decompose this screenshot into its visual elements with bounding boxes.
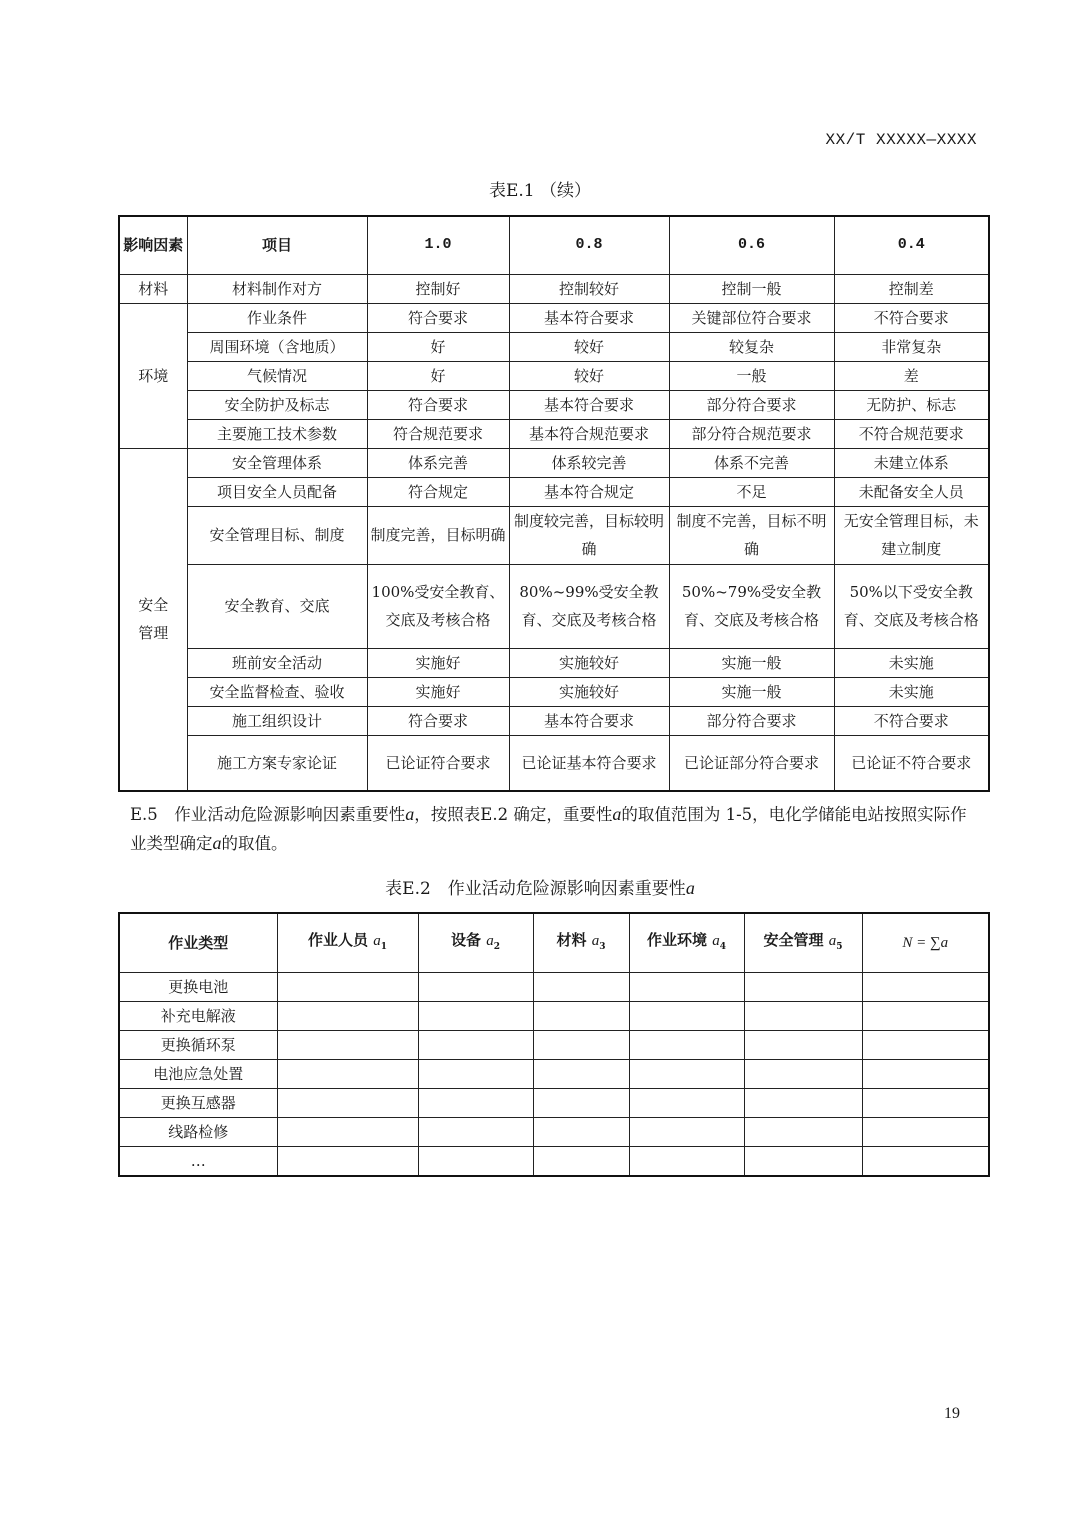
value-cell: 控制好	[367, 274, 509, 303]
value-cell: 实施一般	[669, 648, 834, 677]
value-cell: 好	[367, 361, 509, 390]
value-cell: 未建立体系	[834, 448, 989, 477]
empty-cell	[533, 973, 629, 1002]
empty-cell	[533, 1002, 629, 1031]
empty-cell	[533, 1118, 629, 1147]
empty-cell	[277, 1118, 418, 1147]
clause-text-4: 的取值。	[221, 834, 288, 853]
table-row	[119, 1002, 989, 1031]
table-row	[119, 1118, 989, 1147]
header-score-1: 1.0	[367, 216, 509, 274]
empty-cell	[862, 1060, 989, 1089]
value-cell: 不符合要求	[834, 706, 989, 735]
empty-cell	[744, 1060, 862, 1089]
empty-cell	[744, 1118, 862, 1147]
table-row	[119, 648, 989, 677]
header-environment: 作业环境 $a_4$	[629, 913, 744, 973]
value-cell: 已论证部分符合要求	[669, 735, 834, 791]
value-cell: 差	[834, 361, 989, 390]
work-type-cell: 更换电池	[119, 973, 277, 1002]
value-cell: 控制一般	[669, 274, 834, 303]
item-cell: 主要施工技术参数	[187, 419, 367, 448]
factor-cell: 环境	[119, 303, 187, 448]
header-score-4: 0.4	[834, 216, 989, 274]
document-code: XX/T XXXXX—XXXX	[825, 131, 977, 149]
empty-cell	[629, 1060, 744, 1089]
header-equipment: 设备 $a_2$	[418, 913, 533, 973]
clause-text-3: 的取值范围为 1-5，电化学储能电站按照实际作业类型确定	[130, 805, 967, 853]
empty-cell	[862, 1031, 989, 1060]
work-type-cell: 补充电解液	[119, 1002, 277, 1031]
work-type-cell: 更换循环泵	[119, 1031, 277, 1060]
value-cell: 不符合规范要求	[834, 419, 989, 448]
table-e1-body	[119, 274, 989, 791]
value-cell: 部分符合要求	[669, 706, 834, 735]
table-row	[119, 419, 989, 448]
value-cell: 无安全管理目标，未建立制度	[834, 506, 989, 564]
item-cell: 安全监督检查、验收	[187, 677, 367, 706]
empty-cell	[629, 1118, 744, 1147]
value-cell: 实施较好	[509, 677, 669, 706]
value-cell: 一般	[669, 361, 834, 390]
factor-cell: 安全管理	[119, 448, 187, 791]
empty-cell	[418, 973, 533, 1002]
value-cell: 未实施	[834, 648, 989, 677]
empty-cell	[277, 1089, 418, 1118]
header-safety-management: 安全管理 $a_5$	[744, 913, 862, 973]
value-cell: 已论证基本符合要求	[509, 735, 669, 791]
table-row	[119, 477, 989, 506]
value-cell: 基本符合要求	[509, 303, 669, 332]
header-work-type: 作业类型	[119, 913, 277, 973]
empty-cell	[744, 1002, 862, 1031]
item-cell: 安全防护及标志	[187, 390, 367, 419]
item-cell: 施工组织设计	[187, 706, 367, 735]
table-e2-body	[119, 973, 989, 1177]
empty-cell	[629, 1089, 744, 1118]
value-cell: 实施较好	[509, 648, 669, 677]
table-row	[119, 361, 989, 390]
table-e2-caption: 表E.2 作业活动危险源影响因素重要性a	[385, 878, 695, 899]
value-cell: 符合规范要求	[367, 419, 509, 448]
table-row	[119, 735, 989, 791]
value-cell: 制度较完善，目标较明确	[509, 506, 669, 564]
empty-cell	[277, 1147, 418, 1177]
value-cell: 80%~99%受安全教育、交底及考核合格	[509, 564, 669, 648]
factor-cell: 材料	[119, 274, 187, 303]
table-e1-caption: 表E.1 （续）	[488, 181, 592, 201]
empty-cell	[533, 1089, 629, 1118]
item-cell: 安全教育、交底	[187, 564, 367, 648]
empty-cell	[418, 1060, 533, 1089]
value-cell: 制度完善，目标明确	[367, 506, 509, 564]
table-row	[119, 1060, 989, 1089]
empty-cell	[277, 1002, 418, 1031]
empty-cell	[418, 1002, 533, 1031]
empty-cell	[277, 973, 418, 1002]
work-type-cell: …	[119, 1147, 277, 1177]
table-row	[119, 506, 989, 564]
empty-cell	[277, 1031, 418, 1060]
empty-cell	[533, 1031, 629, 1060]
table-row	[119, 1089, 989, 1118]
empty-cell	[418, 1031, 533, 1060]
value-cell: 关键部位符合要求	[669, 303, 834, 332]
work-type-cell: 更换互感器	[119, 1089, 277, 1118]
value-cell: 实施好	[367, 648, 509, 677]
item-cell: 气候情况	[187, 361, 367, 390]
value-cell: 较复杂	[669, 332, 834, 361]
empty-cell	[862, 973, 989, 1002]
empty-cell	[277, 1060, 418, 1089]
clause-e5	[130, 800, 980, 858]
item-cell: 周围环境（含地质）	[187, 332, 367, 361]
value-cell: 实施好	[367, 677, 509, 706]
table-row	[119, 274, 989, 303]
value-cell: 体系不完善	[669, 448, 834, 477]
item-cell: 施工方案专家论证	[187, 735, 367, 791]
value-cell: 已论证不符合要求	[834, 735, 989, 791]
item-cell: 材料制作对方	[187, 274, 367, 303]
item-cell: 班前安全活动	[187, 648, 367, 677]
item-cell: 项目安全人员配备	[187, 477, 367, 506]
table-row	[119, 448, 989, 477]
item-cell: 安全管理目标、制度	[187, 506, 367, 564]
empty-cell	[744, 1089, 862, 1118]
table-row	[119, 973, 989, 1002]
table-row	[119, 564, 989, 648]
table-e1	[118, 215, 990, 792]
value-cell: 50%以下受安全教育、交底及考核合格	[834, 564, 989, 648]
table-row	[119, 390, 989, 419]
header-score-2: 0.8	[509, 216, 669, 274]
table-row	[119, 303, 989, 332]
empty-cell	[418, 1118, 533, 1147]
value-cell: 符合要求	[367, 390, 509, 419]
value-cell: 100%受安全教育、交底及考核合格	[367, 564, 509, 648]
header-material: 材料 $a_3$	[533, 913, 629, 973]
value-cell: 已论证符合要求	[367, 735, 509, 791]
header-formula: N = ∑a	[862, 913, 989, 973]
variable-a: a	[212, 833, 222, 853]
value-cell: 制度不完善，目标不明确	[669, 506, 834, 564]
empty-cell	[629, 1147, 744, 1177]
item-cell: 作业条件	[187, 303, 367, 332]
value-cell: 非常复杂	[834, 332, 989, 361]
empty-cell	[862, 1147, 989, 1177]
empty-cell	[862, 1002, 989, 1031]
value-cell: 好	[367, 332, 509, 361]
value-cell: 体系较完善	[509, 448, 669, 477]
value-cell: 50%~79%受安全教育、交底及考核合格	[669, 564, 834, 648]
work-type-cell: 线路检修	[119, 1118, 277, 1147]
value-cell: 基本符合规定	[509, 477, 669, 506]
value-cell: 实施一般	[669, 677, 834, 706]
table-row	[119, 677, 989, 706]
empty-cell	[862, 1089, 989, 1118]
value-cell: 符合要求	[367, 706, 509, 735]
clause-text-1: E.5 作业活动危险源影响因素重要性	[130, 805, 406, 824]
header-score-3: 0.6	[669, 216, 834, 274]
clause-text-2: ，按照表E.2 确定，重要性	[414, 805, 613, 824]
table-row	[119, 1031, 989, 1060]
table-row	[119, 706, 989, 735]
value-cell: 基本符合要求	[509, 390, 669, 419]
value-cell: 控制较好	[509, 274, 669, 303]
empty-cell	[533, 1147, 629, 1177]
header-item: 项目	[187, 216, 367, 274]
empty-cell	[744, 1147, 862, 1177]
table-row	[119, 1147, 989, 1177]
header-factor: 影响因素	[119, 216, 187, 274]
item-cell: 安全管理体系	[187, 448, 367, 477]
table-e2	[118, 912, 990, 1177]
value-cell: 体系完善	[367, 448, 509, 477]
value-cell: 部分符合规范要求	[669, 419, 834, 448]
empty-cell	[629, 973, 744, 1002]
value-cell: 符合规定	[367, 477, 509, 506]
value-cell: 较好	[509, 332, 669, 361]
value-cell: 未实施	[834, 677, 989, 706]
value-cell: 无防护、标志	[834, 390, 989, 419]
value-cell: 不符合要求	[834, 303, 989, 332]
work-type-cell: 电池应急处置	[119, 1060, 277, 1089]
value-cell: 不足	[669, 477, 834, 506]
empty-cell	[533, 1060, 629, 1089]
variable-a: a	[405, 804, 415, 824]
value-cell: 基本符合要求	[509, 706, 669, 735]
variable-a: a	[612, 804, 622, 824]
empty-cell	[629, 1031, 744, 1060]
value-cell: 未配备安全人员	[834, 477, 989, 506]
value-cell: 符合要求	[367, 303, 509, 332]
header-personnel: 作业人员 $a_1$	[277, 913, 418, 973]
table-row	[119, 332, 989, 361]
empty-cell	[744, 1031, 862, 1060]
page-number: 19	[944, 1405, 960, 1422]
empty-cell	[862, 1118, 989, 1147]
empty-cell	[629, 1002, 744, 1031]
value-cell: 控制差	[834, 274, 989, 303]
empty-cell	[744, 973, 862, 1002]
empty-cell	[418, 1089, 533, 1118]
value-cell: 较好	[509, 361, 669, 390]
value-cell: 基本符合规范要求	[509, 419, 669, 448]
value-cell: 部分符合要求	[669, 390, 834, 419]
empty-cell	[418, 1147, 533, 1177]
